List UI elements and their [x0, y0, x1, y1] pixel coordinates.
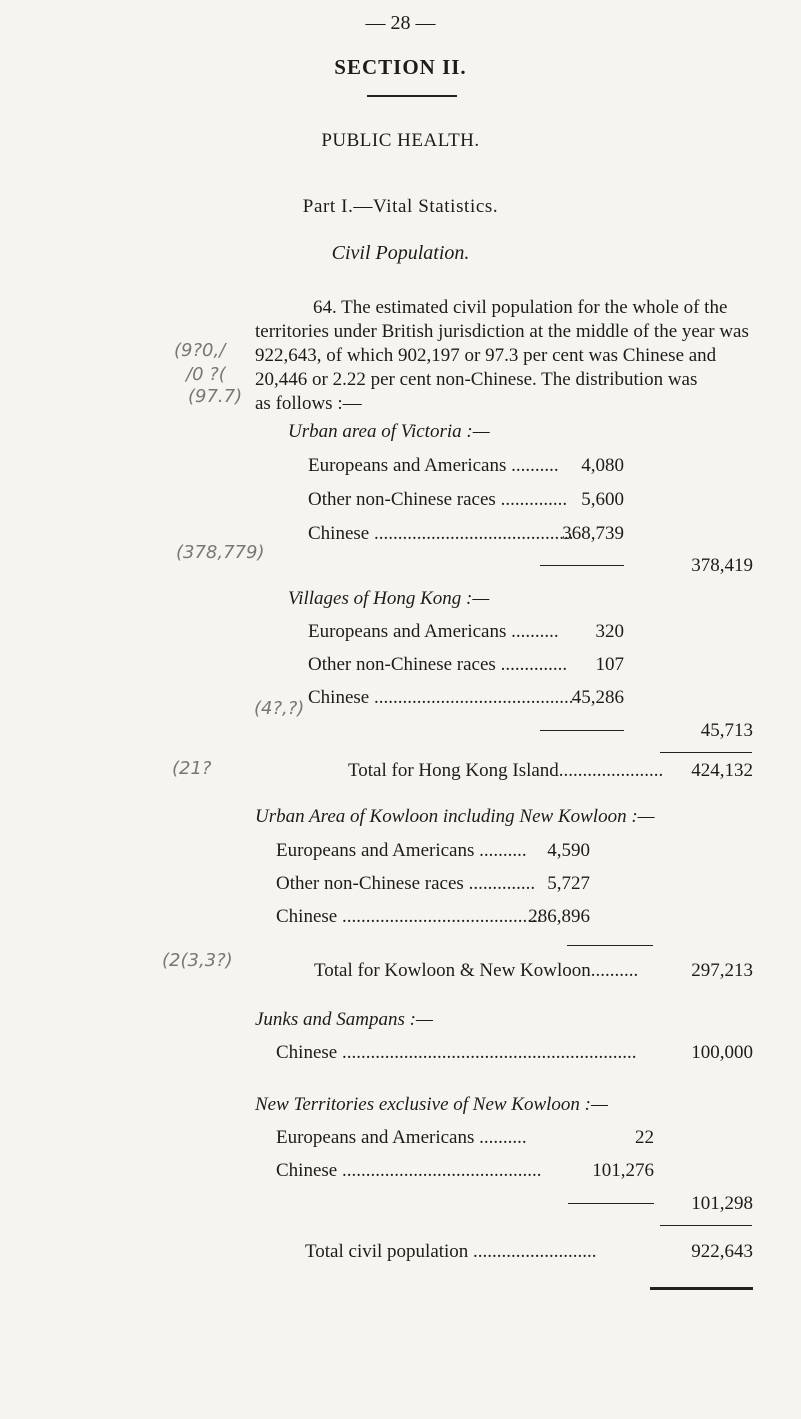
- victoria-row-value: 368,739: [562, 523, 624, 544]
- margin-note: (378,779): [176, 542, 265, 563]
- margin-note: (97.7): [188, 386, 243, 407]
- villages-row-label: Europeans and Americans ..........: [308, 621, 559, 642]
- villages-row-value: 320: [595, 621, 624, 642]
- junks-row-label: Chinese ..............................................................: [276, 1042, 637, 1063]
- margin-note: (9?0,/: [174, 340, 226, 361]
- nt-row-label: Chinese ..........................................: [276, 1160, 542, 1181]
- divider: [367, 95, 457, 97]
- grand-total-value: 922,643: [691, 1241, 753, 1262]
- subtotal-rule: [540, 565, 624, 566]
- paragraph-line: as follows :—: [255, 393, 362, 414]
- kowloon-row-value: 286,896: [528, 906, 590, 927]
- villages-row-value: 107: [595, 654, 624, 675]
- margin-note: (2(3,3?): [162, 950, 233, 971]
- nt-heading: New Territories exclusive of New Kowloon :—: [255, 1094, 608, 1115]
- junks-row-value: 100,000: [691, 1042, 753, 1063]
- public-health-heading: PUBLIC HEALTH.: [321, 130, 480, 151]
- grand-total-label: Total civil population ..........................: [305, 1241, 597, 1262]
- nt-row-label: Europeans and Americans ..........: [276, 1127, 527, 1148]
- intro-paragraph: [255, 296, 755, 416]
- villages-row-value: 45,286: [571, 687, 624, 708]
- victoria-row-label: Chinese ..........................................: [308, 523, 574, 544]
- kowloon-total-value: 297,213: [691, 960, 753, 981]
- paragraph-line: 922,643, of which 902,197 or 97.3 per cent was Chinese and: [255, 345, 717, 366]
- kowloon-row-value: 4,590: [547, 840, 590, 861]
- margin-note: /0 ?(: [186, 364, 226, 385]
- kowloon-total-label: Total for Kowloon & New Kowloon..........: [314, 960, 639, 981]
- double-rule: [650, 1287, 753, 1290]
- kowloon-heading: Urban Area of Kowloon including New Kowloon :—: [255, 806, 655, 827]
- total-rule: [660, 752, 752, 753]
- kowloon-row-value: 5,727: [547, 873, 590, 894]
- subtotal-rule: [567, 945, 653, 946]
- villages-heading: Villages of Hong Kong :—: [288, 588, 490, 609]
- kowloon-row-label: Chinese ..........................................: [276, 906, 542, 927]
- hk-total-label: Total for Hong Kong Island......................: [348, 760, 664, 781]
- victoria-row-value: 5,600: [581, 489, 624, 510]
- subtotal-rule: [540, 730, 624, 731]
- hk-total-value: 424,132: [691, 760, 753, 781]
- victoria-heading: Urban area of Victoria :—: [288, 421, 490, 442]
- victoria-subtotal: 378,419: [691, 555, 753, 576]
- margin-note: (4?,?): [254, 698, 305, 719]
- victoria-row-value: 4,080: [581, 455, 624, 476]
- section-title: SECTION II.: [334, 55, 467, 79]
- villages-row-label: Chinese ..........................................: [308, 687, 574, 708]
- victoria-row-label: Europeans and Americans ..........: [308, 455, 559, 476]
- total-rule: [660, 1225, 752, 1226]
- margin-note: (21?: [172, 758, 212, 779]
- nt-row-value: 22: [635, 1127, 654, 1148]
- kowloon-row-label: Europeans and Americans ..........: [276, 840, 527, 861]
- page-number: — 28 —: [365, 12, 436, 34]
- kowloon-row-label: Other non-Chinese races ..............: [276, 873, 536, 894]
- villages-subtotal: 45,713: [700, 720, 753, 741]
- victoria-row-label: Other non-Chinese races ..............: [308, 489, 568, 510]
- paragraph-line: 20,446 or 2.22 per cent non-Chinese. The distribution was: [255, 369, 698, 390]
- paragraph-line: territories under British jurisdiction at the middle of the year was: [255, 321, 749, 342]
- nt-subtotal: 101,298: [691, 1193, 753, 1214]
- part-title: Part I.—Vital Statistics.: [302, 196, 499, 217]
- nt-row-value: 101,276: [592, 1160, 654, 1181]
- subtitle: Civil Population.: [331, 242, 470, 264]
- junks-heading: Junks and Sampans :—: [255, 1009, 433, 1030]
- paragraph-line: 64. The estimated civil population for the whole of the: [313, 297, 728, 318]
- villages-row-label: Other non-Chinese races ..............: [308, 654, 568, 675]
